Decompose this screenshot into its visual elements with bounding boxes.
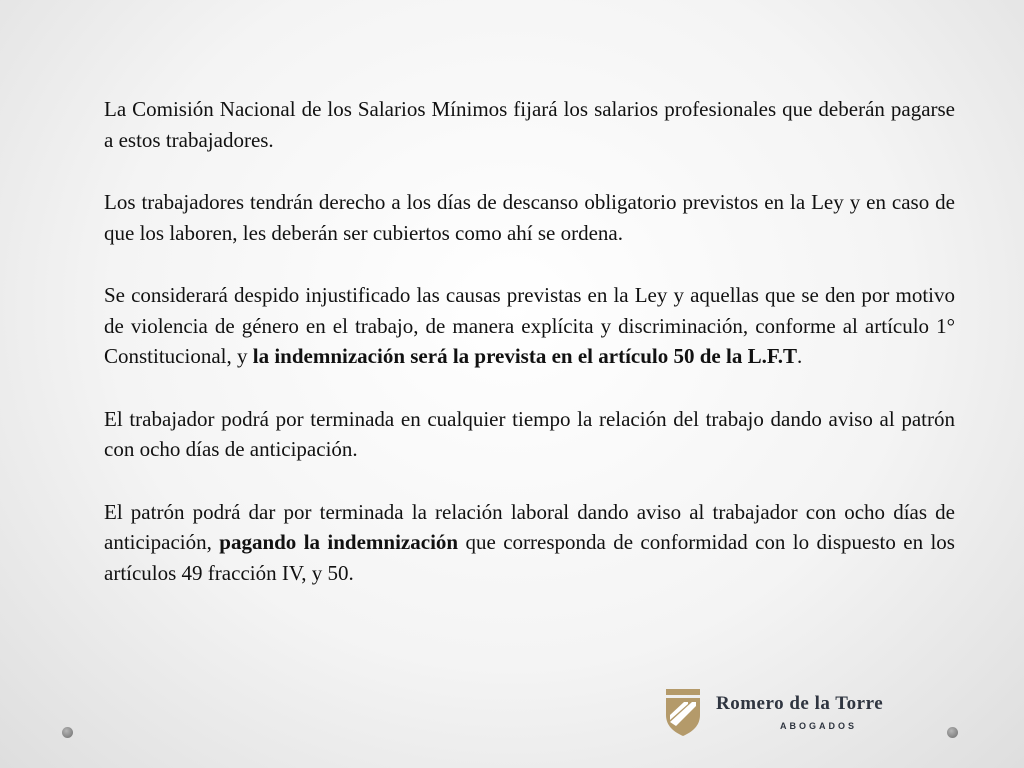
- text-run: Los trabajadores tendrán derecho a los días de descanso obligatorio previstos en la Ley y en caso de que los laboren, les deberán ser cubiertos como ahí se ordena.: [104, 190, 955, 245]
- paragraph: [104, 94, 955, 155]
- text-run: El trabajador podrá por terminada en cualquier tiempo la relación del trabajo dando aviso al patrón con ocho días de anticipación.: [104, 406, 955, 461]
- paragraph: [104, 404, 955, 465]
- paragraph: [104, 497, 955, 589]
- text-run: .: [797, 344, 803, 368]
- text-run: El patrón podrá dar por terminada la relación laboral dando aviso al trabajador con ocho días de anticipación,: [104, 499, 955, 554]
- text-run: Se considerará despido injustificado las causas previstas en la Ley y aquellas que se den por motivo de violencia de género en el trabajo, de manera explícita y discriminación, conforme al artículo 1° Constitucional, y: [104, 283, 955, 368]
- decorative-dot: [947, 727, 958, 738]
- bold-text-run: la indemnización será la prevista en el artículo 50 de la L.F.T: [252, 344, 797, 368]
- shield-logo-icon: [662, 685, 704, 737]
- paragraph: [104, 280, 955, 372]
- slide-body: [104, 94, 955, 620]
- paragraph: [104, 187, 955, 248]
- bold-text-run: pagando la indemnización: [219, 530, 459, 554]
- firm-logo: [662, 685, 932, 740]
- firm-subtitle: ABOGADOS: [780, 721, 858, 731]
- text-run: que corresponda de conformidad con lo dispuesto en los artículos 49 fracción IV, y 50.: [104, 530, 955, 585]
- text-run: La Comisión Nacional de los Salarios Mínimos fijará los salarios profesionales que deberán pagarse a estos trabajadores.: [104, 97, 955, 152]
- firm-name: Romero de la Torre: [716, 693, 884, 714]
- decorative-dot: [62, 727, 73, 738]
